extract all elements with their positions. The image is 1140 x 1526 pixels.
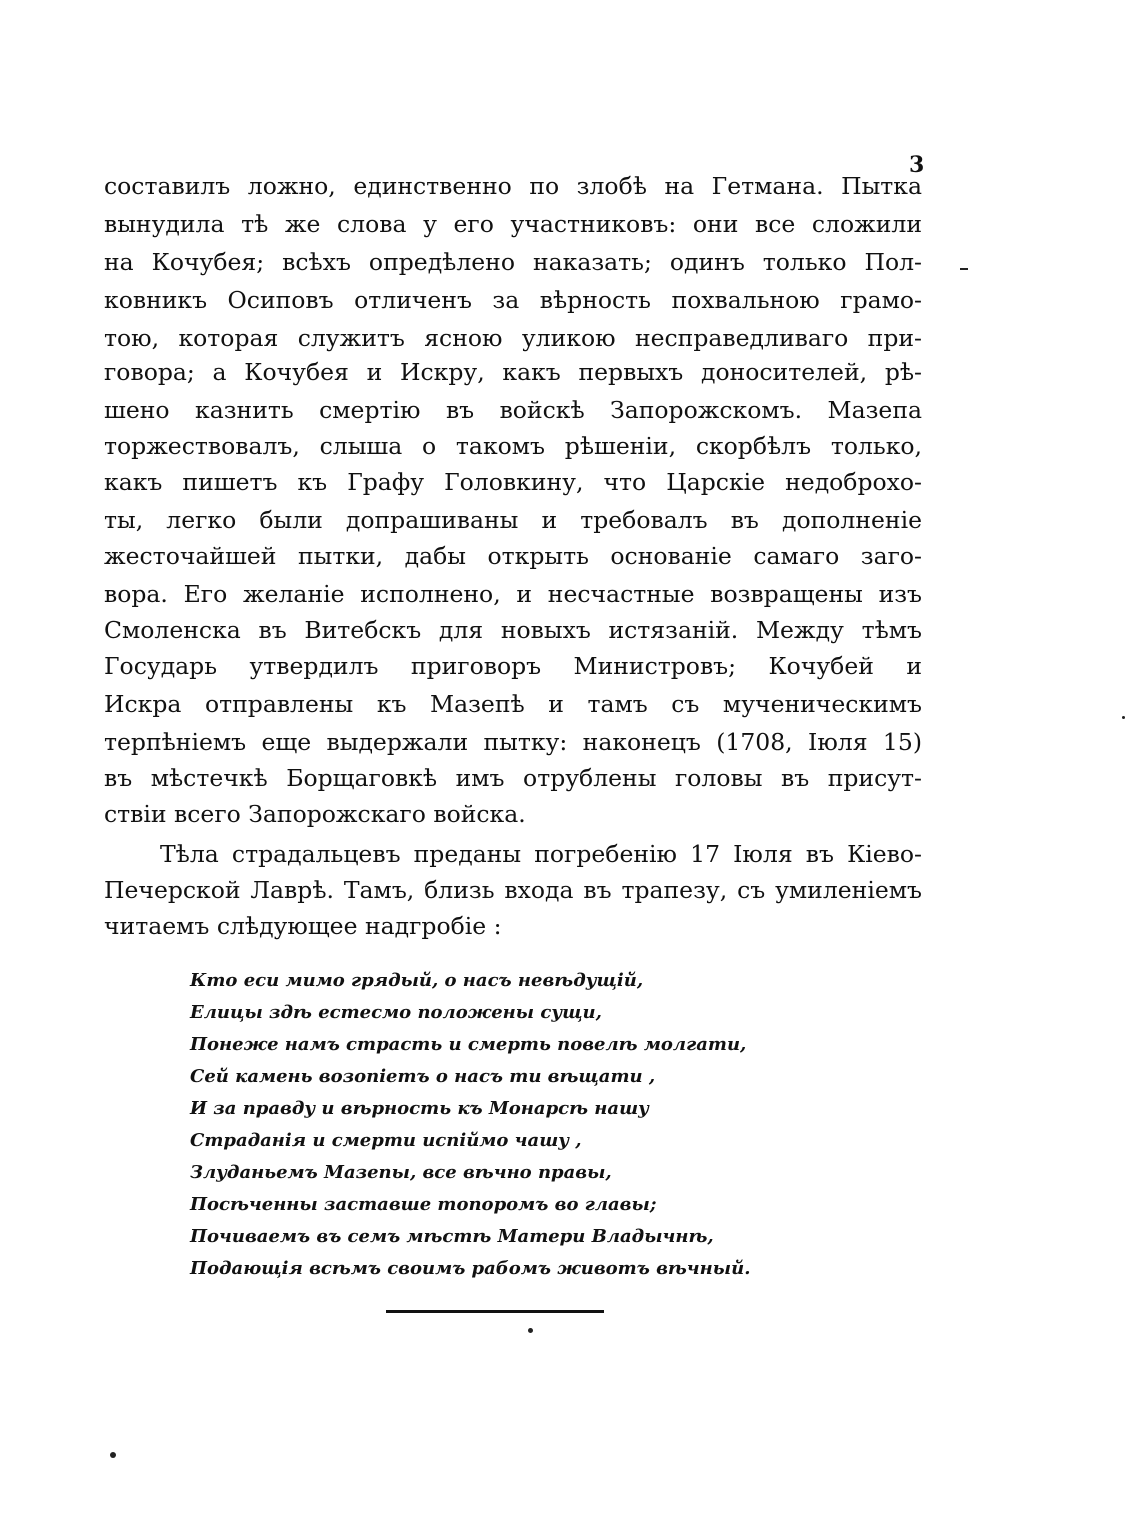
paragraph-line: говора; а Кочубея и Искру, какъ первыхъ доносителей, рѣ-: [104, 358, 922, 386]
scan-speck: [528, 1328, 533, 1333]
epitaph-line: Елицы здѣ естесмо положены сущи,: [190, 1002, 602, 1023]
epitaph-line: Понеже намъ страсть и смерть повелѣ молгати,: [190, 1034, 747, 1055]
epitaph-line: Кто еси мимо грядый, о насъ невѣдущій,: [190, 970, 644, 991]
epitaph-line: И за правду и вѣрность къ Монарсѣ нашу: [190, 1098, 649, 1119]
paragraph-line: Искра отправлены къ Мазепѣ и тамъ съ мученическимъ: [104, 690, 922, 718]
scan-speck: [1122, 716, 1125, 719]
paragraph-line: на Кочубея; всѣхъ опредѣлено наказать; одинъ только Пол-: [104, 248, 922, 276]
paragraph-line: ствіи всего Запорожскаго войска.: [104, 800, 526, 828]
epitaph-line: Злуданьемъ Мазепы, все вѣчно правы,: [190, 1162, 612, 1183]
paragraph-line: читаемъ слѣдующее надгробіе :: [104, 912, 502, 940]
paragraph-line: Смоленска въ Витебскъ для новыхъ истязаній. Между тѣмъ: [104, 616, 922, 644]
paragraph-line: тою, которая служитъ ясною уликою несправедливаго при-: [104, 324, 922, 352]
paragraph-line: Тѣла страдальцевъ преданы погребенію 17 Іюля въ Кіево-: [160, 840, 922, 868]
epitaph-line: Страданія и смерти испіймо чашу ,: [190, 1130, 582, 1151]
paragraph-line: Печерской Лаврѣ. Тамъ, близь входа въ трапезу, съ умиленіемъ: [104, 876, 922, 904]
epitaph-line: Почиваемъ въ семъ мѣстѣ Матери Владычнѣ,: [190, 1226, 714, 1247]
page-number: 3: [909, 152, 925, 178]
paragraph-line: какъ пишетъ къ Графу Головкину, что Царскіе недоброхо-: [104, 468, 922, 496]
paragraph-line: ковникъ Осиповъ отличенъ за вѣрность похвальною грамо-: [104, 286, 922, 314]
paragraph-line: терпѣніемъ еще выдержали пытку: наконецъ (1708, Іюля 15): [104, 728, 922, 756]
epitaph-line: Подающія всѣмъ своимъ рабомъ животъ вѣчный.: [190, 1258, 751, 1279]
paragraph-line: жесточайшей пытки, дабы открыть основаніе самаго заго-: [104, 542, 922, 570]
paragraph-line: вора. Его желаніе исполнено, и несчастные возвращены изъ: [104, 580, 922, 608]
paragraph-line: вынудила тѣ же слова у его участниковъ: они все сложили: [104, 210, 922, 238]
section-divider: [386, 1310, 604, 1313]
paragraph-line: Государь утвердилъ приговоръ Министровъ; Кочубей и: [104, 652, 922, 680]
paragraph-line: ты, легко были допрашиваны и требовалъ въ дополненіе: [104, 506, 922, 534]
epitaph-line: Сей камень возопіетъ о насъ ти вѣщати ,: [190, 1066, 656, 1087]
epitaph-line: Посѣченны заставше топоромъ во главы;: [190, 1194, 657, 1215]
paragraph-line: въ мѣстечкѣ Борщаговкѣ имъ отрублены головы въ присут-: [104, 764, 922, 792]
paragraph-line: торжествовалъ, слыша о такомъ рѣшеніи, скорбѣлъ только,: [104, 432, 922, 460]
paragraph-line: составилъ ложно, единственно по злобѣ на Гетмана. Пытка: [104, 172, 922, 200]
scan-speck: [960, 268, 968, 270]
paragraph-line: шено казнить смертію въ войскѣ Запорожскомъ. Мазепа: [104, 396, 922, 424]
scan-speck: [110, 1452, 116, 1458]
